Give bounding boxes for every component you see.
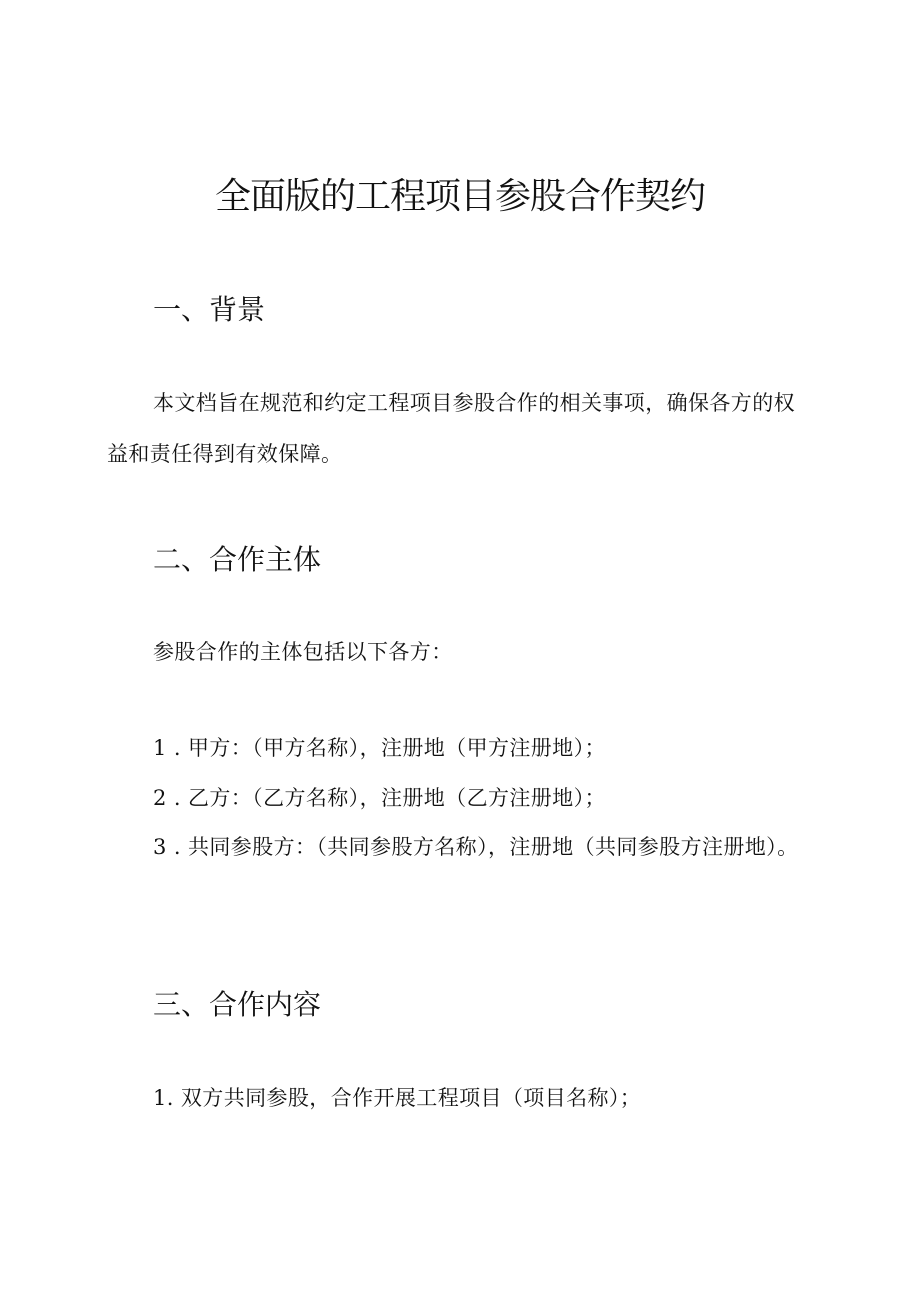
party-a-item: 1 . 甲方：（甲方名称），注册地（甲方注册地）；	[153, 736, 606, 760]
co-investor-item: 3 . 共同参股方：（共同参股方名称），注册地（共同参股方注册地）。	[153, 835, 799, 859]
content-item-1: 1. 双方共同参股，合作开展工程项目（项目名称）；	[153, 1086, 642, 1110]
section-heading-parties: 二、合作主体	[153, 543, 322, 576]
document-title: 全面版的工程项目参股合作契约	[214, 176, 705, 217]
background-paragraph: 本文档旨在规范和约定工程项目参股合作的相关事项，确保各方的权益和责任得到有效保障。	[107, 391, 795, 466]
parties-intro-paragraph: 参股合作的主体包括以下各方：	[153, 640, 453, 664]
party-b-item: 2 . 乙方：（乙方名称），注册地（乙方注册地）；	[153, 786, 606, 810]
section-heading-content: 三、合作内容	[153, 988, 322, 1021]
section-heading-background: 一、背景	[153, 293, 266, 326]
